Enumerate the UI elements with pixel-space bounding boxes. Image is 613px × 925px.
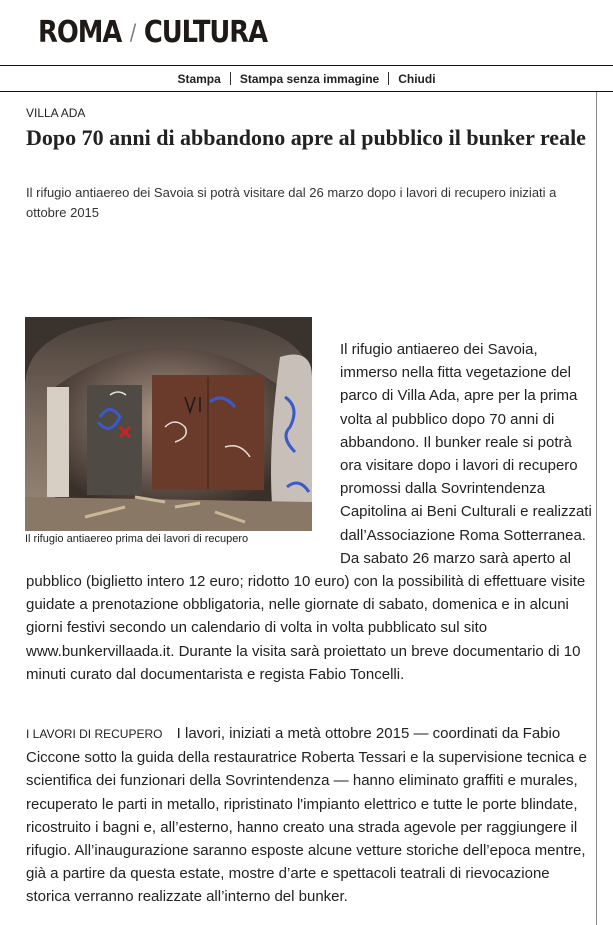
masthead-roma: ROMA bbox=[38, 15, 122, 50]
toolbar-divider bbox=[388, 72, 389, 85]
article-body bbox=[26, 338, 596, 686]
masthead-cultura: CULTURA bbox=[143, 15, 268, 50]
masthead-logo bbox=[38, 13, 267, 53]
article-body-text: Il rifugio antiaereo dei Savoia, immerso nella fitta vegetazione del parco di Villa Ada, apre per la prima volta al pubblico dopo 70 anni di abbandono. Il bunker reale si potrà ora visitare dopo i lavori di recupero promossi dalla Sovrintendenza Capitolina ai Beni Culturali e realizzati dall’Associazione Roma Sotterranea. Da sabato 26 marzo sarà aperto al pubblico (biglietto intero 12 euro; ridotto 10 euro) con la possibilità di effettuare visite guidate a prenotazione obbligatoria, nelle giornate di sabato, domenica e in alcuni giorni festivi secondo un calendario di volta in volta pubblicato sul sito www.bunkervillaada.it. Durante la visita sarà proiettato un breve documentario di 10 minuti curato dal documentarista e regista Fabio Toncelli. bbox=[26, 341, 592, 683]
print-without-image-button[interactable]: Stampa senza immagine bbox=[239, 71, 380, 86]
print-button[interactable]: Stampa bbox=[177, 71, 221, 86]
article-kicker: VILLA ADA bbox=[26, 106, 86, 120]
section-text: I lavori, iniziati a metà ottobre 2015 — coordinati da Fabio Ciccone sotto la guida della restauratrice Roberta Tessari e la supervisione tecnica e scientifica dei funzionari della Sovrintendenza — hanno eliminato graffiti e murales, recuperato le parti in metallo, ripristinato l'impianto elettrico e tutte le porte blindate, ricostruito i bagni e, all’esterno, hanno creato una strada agevole per raggiungere il rifugio. All’inaugurazione saranno esposte alcune vetture storiche dell’epoca mentre, già a partire da questa estate, mostre d’arte e spettacoli teatrali di rievocazione storica verranno realizzate all’interno del bunker. bbox=[26, 725, 587, 906]
header-rule-bottom bbox=[0, 91, 613, 92]
photo-caption: Il rifugio antiaereo prima dei lavori di recupero bbox=[25, 533, 249, 545]
page-edge-divider bbox=[596, 92, 597, 925]
figure-float-spacer bbox=[26, 338, 340, 570]
print-toolbar bbox=[0, 66, 613, 91]
article-headline: Dopo 70 anni di abbandono apre al pubblico il bunker reale bbox=[26, 125, 586, 150]
close-button[interactable]: Chiudi bbox=[398, 71, 436, 86]
masthead-slash: / bbox=[129, 21, 136, 46]
article-summary: Il rifugio antiaereo dei Savoia si potrà visitare dal 26 marzo dopo i lavori di recupero iniziati a ottobre 2015 bbox=[26, 185, 557, 220]
section-label: I LAVORI DI RECUPERO bbox=[26, 727, 163, 741]
toolbar-divider bbox=[230, 72, 231, 85]
article-section-lavori bbox=[26, 722, 596, 909]
